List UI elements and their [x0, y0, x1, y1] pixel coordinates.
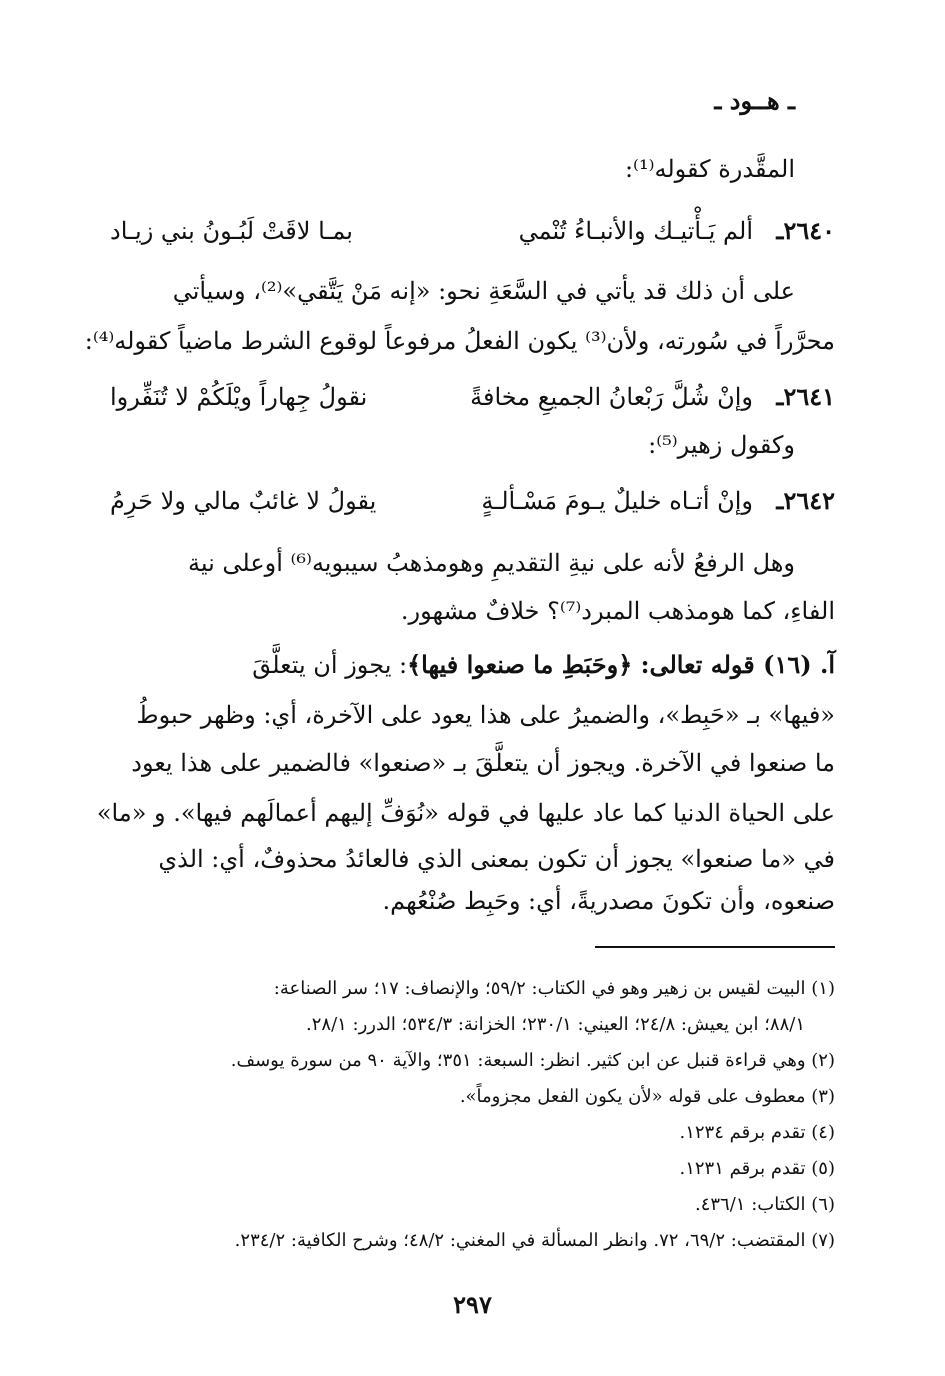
paragraph-line: الفاءِ، كما هومذهب المبرد⁽⁷⁾؟ خلافٌ مشهور. — [400, 597, 835, 625]
verse-second-hemistich: بمـا لاقَتْ لَبُـونُ بني زيـاد — [110, 217, 353, 245]
verse-2642 — [110, 484, 835, 518]
footnote-7: (٧) المقتضب: ٦٩/٢، ٧٢. وانظر المسألة في المغني: ٤٨/٢؛ وشرح الكافية: ٢٣٤/٢. — [234, 1230, 835, 1251]
intro-line: المقَّدرة كقوله⁽¹⁾: — [624, 155, 795, 183]
footnote-4: (٤) تقدم برقم ١٢٣٤. — [679, 1122, 835, 1143]
footnote-1: (١) البيت لقيس بن زهير وهو في الكتاب: ٥٩/٢؛ والإنصاف: ١٧؛ سر الصناعة: — [273, 978, 835, 999]
paragraph-line: صنعوه، وأن تكونَ مصدريةً، أي: وحَبِط صُنْعُهم. — [382, 887, 835, 915]
verse-second-hemistich: نقولُ جِهاراً ويْلَكُمْ لا تُنَفِّروا — [110, 383, 368, 411]
verse-2641 — [110, 380, 835, 414]
verse-number: ٢٦٤٢ـ — [776, 486, 835, 515]
verse-number: ٢٦٤١ـ — [776, 382, 835, 411]
paragraph-line: ما صنعوا في الآخرة. ويجوز أن يتعلَّقَ بـ «صنعوا» فالضمير على هذا يعود — [131, 749, 835, 777]
footnote-3: (٣) معطوف على قوله «لأن يكون الفعل مجزوماً». — [459, 1086, 835, 1107]
footnote-2: (٢) وهي قراءة قنبل عن ابن كثير. انظر: السبعة: ٣٥١؛ والآية ٩٠ من سورة يوسف. — [230, 1050, 835, 1071]
running-header: ـ هــود ـ — [714, 86, 795, 115]
verse-2640 — [110, 214, 835, 248]
verse-first-hemistich: ألم يَـأْتيـك والأنبـاءُ تُنْمي — [518, 217, 753, 245]
paragraph-line: في «ما صنعوا» يجوز أن تكون بمعنى الذي فالعائدُ محذوفٌ، أي: الذي — [158, 845, 835, 873]
zuhair-line: وكقول زهير⁽⁵⁾: — [648, 431, 795, 459]
paragraph-line: «فيها» بـ «حَبِط»، والضميرُ على هذا يعود على الآخرة، أي: وظهر حبوطُ — [136, 701, 835, 729]
paragraph-line: وهل الرفعُ لأنه على نيةِ التقديمِ وهومذهبُ سيبويه⁽⁶⁾ أوعلى نية — [187, 549, 795, 577]
verse-second-hemistich: يقولُ لا غائبٌ مالي ولا حَرِمُ — [110, 487, 377, 515]
paragraph-line: على الحياة الدنيا كما عاد عليها في قوله «نُوَفِّ إليهم أعمالَهم فيها». و «ما» — [96, 799, 835, 827]
verse-first-hemistich: وإنْ شُلَّ رَبْعانُ الجميعِ مخافةً — [470, 383, 753, 411]
footnote-1-continued: ٨٨/١؛ ابن يعيش: ٢٤/٨؛ العيني: ٢٣٠/١؛ الخزانة: ٥٣٤/٣؛ الدرر: ٢٨/١. — [306, 1014, 805, 1035]
section-heading-rest: : يجوز أن يتعلَّقَ — [252, 651, 408, 679]
paragraph-line: على أن ذلك قد يأتي في السَّعَةِ نحو: «إنه مَنْ يَتَّقي»⁽²⁾، وسيأتي — [172, 277, 795, 305]
page-number: ٢٩٧ — [453, 1290, 492, 1319]
paragraph-line: محرَّراً في سُورته، ولأن⁽³⁾ يكون الفعلُ مرفوعاً لوقوع الشرط ماضياً كقوله⁽⁴⁾: — [84, 327, 835, 355]
section-heading-line — [110, 648, 835, 682]
section-heading: آ. (١٦) قوله تعالى: ﴿وحَبَطِ ما صنعوا فيها﴾ — [407, 650, 835, 679]
verse-first-hemistich: وإنْ أتـاه خليلٌ يـومَ مَسْـألـةٍ — [481, 487, 753, 515]
footnote-5: (٥) تقدم برقم ١٢٣١. — [679, 1158, 835, 1179]
verse-number: ٢٦٤٠ـ — [776, 216, 835, 245]
footnote-separator — [595, 946, 835, 948]
footnote-6: (٦) الكتاب: ٤٣٦/١. — [694, 1194, 835, 1215]
